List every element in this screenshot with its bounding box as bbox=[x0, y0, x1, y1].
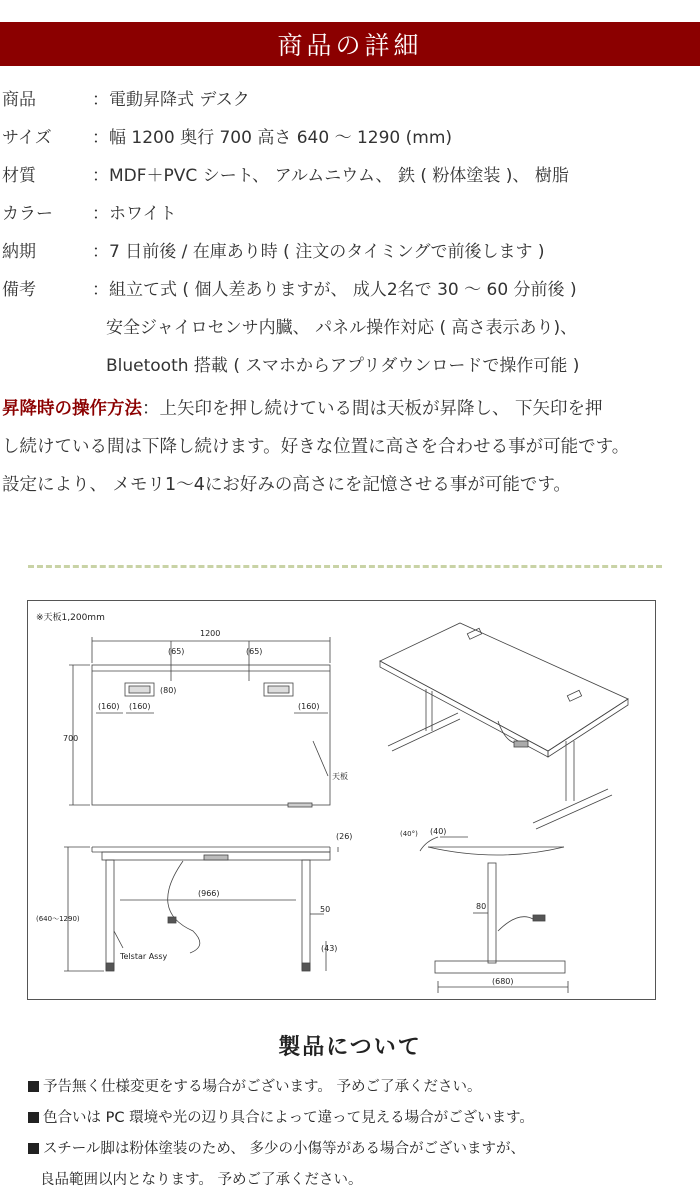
method-text-3: 設定により、 メモリ1～4にお好みの高さにを記憶させる事が可能です。 bbox=[2, 475, 571, 495]
section-title: 商品の詳細 bbox=[277, 31, 423, 60]
dim-160-c: (160) bbox=[298, 702, 320, 711]
spec-value: Bluetooth 搭載 ( スマホからアプリダウンロードで操作可能 ) bbox=[106, 356, 580, 376]
spec-row-remarks-cont-1 bbox=[0, 314, 700, 352]
dim-700: 700 bbox=[63, 734, 79, 743]
dim-160-b: (160) bbox=[129, 702, 151, 711]
spec-label: 備考 bbox=[2, 280, 36, 300]
note-item: 色合いは PC 環境や光の辺り具合によって違って見える場合がございます。 bbox=[28, 1105, 688, 1136]
spec-row-remarks-cont-2 bbox=[0, 352, 700, 390]
dim-angle: (40°) bbox=[400, 830, 418, 838]
dim-40: (40) bbox=[430, 827, 447, 836]
spec-label: 材質 bbox=[2, 166, 36, 186]
notes-title: 製品について bbox=[278, 1035, 422, 1060]
drawing-note: ※天板1,200mm bbox=[36, 613, 105, 623]
method-text-1: ：上矢印を押し続けている間は天板が昇降し、 下矢印を押 bbox=[142, 399, 603, 419]
spec-label: サイズ bbox=[2, 128, 52, 148]
notes-list bbox=[28, 1074, 688, 1198]
note-item: スチール脚は粉体塗装のため、 多少の小傷等がある場合がございますが、 bbox=[28, 1136, 688, 1167]
spec-row-product bbox=[0, 86, 700, 124]
bullet-square-icon bbox=[28, 1081, 39, 1092]
dashed-divider bbox=[28, 565, 662, 568]
note-item-cont: 良品範囲以内となります。 予めご了承ください。 bbox=[40, 1172, 363, 1188]
section-header-banner bbox=[0, 22, 700, 66]
spec-row-color bbox=[0, 200, 700, 238]
dim-width: 1200 bbox=[200, 629, 221, 638]
label-top-board: 天板 bbox=[332, 772, 348, 781]
dim-80-side: 80 bbox=[476, 902, 487, 911]
dim-160-a: (160) bbox=[98, 702, 120, 711]
dim-65-right: (65) bbox=[246, 647, 263, 656]
spec-row-remarks bbox=[0, 276, 700, 314]
spec-label: カラー bbox=[2, 204, 53, 224]
spec-value: ：ホワイト bbox=[92, 204, 177, 224]
method-text-2: し続けている間は下降し続けます。好きな位置に高さを合わせる事が可能です。 bbox=[2, 437, 630, 457]
spec-row-material bbox=[0, 162, 700, 200]
spec-value: ：組立て式 ( 個人差ありますが、 成人2名で 30 ～ 60 分前後 ) bbox=[92, 280, 577, 300]
spec-value: ：幅 1200 奥行 700 高さ 640 ～ 1290 (mm) bbox=[92, 128, 453, 148]
spec-label: 商品 bbox=[2, 90, 36, 110]
spec-label: 納期 bbox=[2, 242, 36, 262]
dim-680: (680) bbox=[492, 977, 514, 986]
dim-50: 50 bbox=[320, 905, 331, 914]
spec-row-delivery bbox=[0, 238, 700, 276]
bullet-square-icon bbox=[28, 1143, 39, 1154]
method-label: 昇降時の操作方法 bbox=[2, 399, 142, 419]
spec-value: ：MDF＋PVC シート、 アルムニウム、 鉄 ( 粉体塗装 )、 樹脂 bbox=[92, 166, 569, 186]
operation-method bbox=[2, 390, 700, 504]
dim-80: (80) bbox=[160, 686, 177, 695]
dim-height-range: (640～1290) bbox=[36, 915, 80, 923]
spec-value: ：電動昇降式 デスク bbox=[92, 90, 250, 110]
spec-value: ：7 日前後 / 在庫あり時 ( 注文のタイミングで前後します ) bbox=[92, 242, 545, 262]
dim-966: (966) bbox=[198, 889, 220, 898]
dim-65-left: (65) bbox=[168, 647, 185, 656]
bullet-square-icon bbox=[28, 1112, 39, 1123]
spec-value: 安全ジャイロセンサ内臓、 パネル操作対応 ( 高さ表示あり)、 bbox=[106, 318, 578, 338]
label-telstar: Telstar Assy bbox=[120, 952, 168, 961]
technical-drawing bbox=[27, 600, 656, 1000]
spec-list bbox=[0, 86, 700, 390]
note-item: 予告無く仕様変更をする場合がございます。 予めご了承ください。 bbox=[28, 1074, 688, 1105]
spec-row-size bbox=[0, 124, 700, 162]
dim-26: (26) bbox=[336, 832, 353, 841]
dim-43: (43) bbox=[321, 944, 338, 953]
